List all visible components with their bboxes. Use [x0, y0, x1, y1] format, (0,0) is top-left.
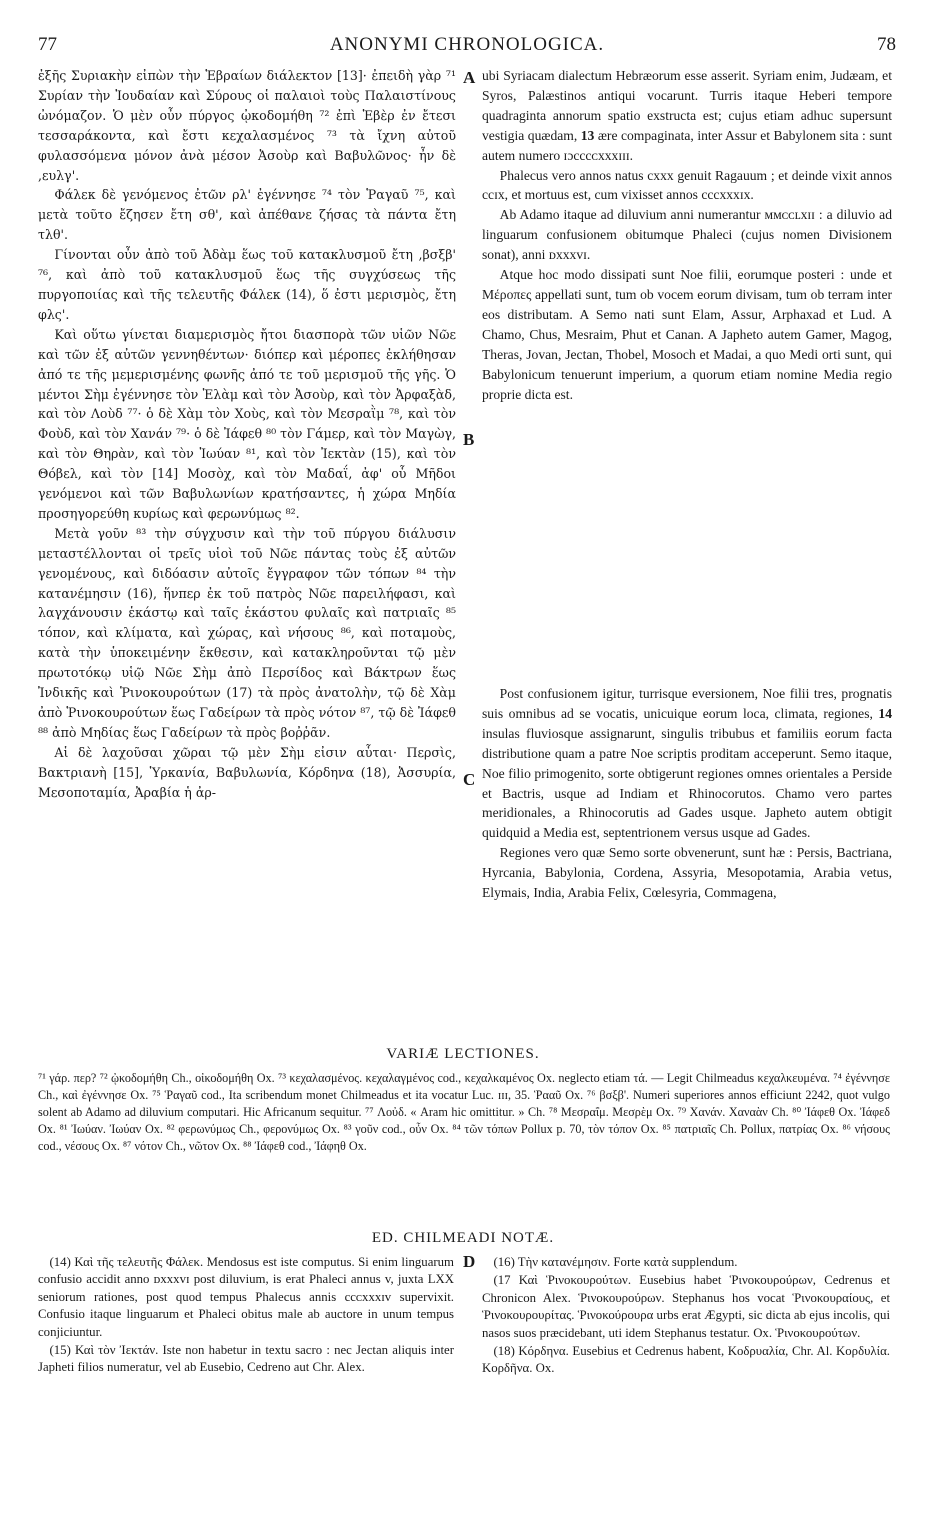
latin-paragraph: Ab Adamo itaque ad diluvium anni numerantur ᴍᴍᴄᴄʟxɪɪ : a diluvio ad linguarum confusionem obitumque Phaleci (cujus nomen Divisionem sonat), anni ᴅxxxvɪ.	[482, 207, 892, 263]
greek-paragraph: Μετὰ γοῦν ⁸³ τὴν σύγχυσιν καὶ τὴν τοῦ πύργου διάλυσιν μεταστέλλονται οἱ τρεῖς υἱοὶ τοῦ Νῶε πάντας τοὺς ἐξ αὐτῶν γενομένους, καὶ διδόασιν αὐτοῖς ἔγγραφον τῶν τόπων ⁸⁴ τὴν κατανέμησιν (16), ἥνπερ ἐκ τοῦ πατρὸς Νῶε παρειλήφασι, καὶ λαγχάνουσιν ἑκάστῳ καὶ ταῖς ἑκάστου φυλαῖς καὶ πατριαῖς ⁸⁵ τόπον, καὶ κλίματα, καὶ χώρας, καὶ νήσους ⁸⁶, καὶ ποταμοὺς, κατὰ τὴν ὑποκειμένην ἔκθεσιν, καὶ κατακληροῦνται τῷ μὲν πρωτοτόκῳ υἱῷ Νῶε Σὴμ ἀπὸ Περσίδος καὶ Βάκτρων ἕως Ἰνδικῆς καὶ Ῥινοκουρούτων (17) τὰ πρὸς ἀνατολὴν, τῷ δὲ Χὰμ ἀπὸ Ῥινοκουρούτων ἕως Γαδείρων τὰ πρὸς νότον ⁸⁷, τῷ δὲ Ἰάφεθ ⁸⁸ ἀπὸ Μηδίας ἕως Γαδείρων τὰ πρὸς βοῤῥᾶν.	[38, 525, 456, 740]
latin-paragraph: Post confusionem igitur, turrisque eversionem, Noe filii tres, prognatis suis omnibus ad se vocatis, unicuique eorum loca, climata, regiones, 14 insulas fluviosque assignarunt, singulis tribubus et familiis eorum facta distributione quam a patre Noe scriptis proditam acceperunt. Semo itaque, Noe filio primogenito, sorte obtigerunt regiones omnes orientales a Perside et Bactris, usque ad Indiam et Rhinocorutos. Chamo vero partes meridionales, a Rhinocorutis ad Gades usque. Japheto autem obtigit quidquid a Media est, septentrionem versus usque ad Gades.	[482, 686, 892, 841]
greek-paragraph: Αἱ δὲ λαχοῦσαι χῶραι τῷ μὲν Σὴμ εἰσιν αὗται· Περσὶς, Βακτριανὴ [15], Ὑρκανία, Βαβυλωνία, Κόρδηνα (18), Ἀσσυρία, Μεσοποταμία, Ἀραβία ἡ ἀρ-	[38, 744, 456, 800]
margin-letter-a: A	[463, 68, 476, 87]
latin-paragraph: ubi Syriacam dialectum Hebræorum esse asserit. Syriam enim, Judæam, et Syros, Palæstinos antiqui vocarunt. Turris itaque Heberi tempore quadraginta annorum spatio exstructa est; cujus etiam adhuc supersunt vestigia quædam, 13 ære compaginata, inter Assur et Babylonem sita : sunt autem numero ɪɔcccᴄxxxɪɪɪ.	[482, 68, 892, 163]
greek-paragraph: Γίνονται οὖν ἀπὸ τοῦ Ἀδὰμ ἕως τοῦ κατακλυσμοῦ ἔτη ,βσξβ' ⁷⁶, καὶ ἀπὸ τοῦ κατακλυσμοῦ ἕως τῆς συγχύσεως τῆς πυργοποιίας καὶ τῆς τελευτῆς Φάλεκ (14), ὅ ἐστι μερισμὸς, ἔτη φλς'.	[38, 247, 456, 322]
margin-letter-c: C	[463, 770, 476, 789]
note-entry: (18) Κόρδηνα. Eusebius et Cedrenus habent, Κοδρυαλία, Chr. Al. Κορδυλία. Κορδῆνα. Ox.	[482, 1344, 890, 1376]
latin-paragraph: Phalecus vero annos natus cxxx genuit Ragauum ; et deinde vixit annos ccɪx, et mortuus est, cum vixisset annos cccxxxɪx.	[482, 167, 892, 203]
latin-text-column-bottom	[482, 684, 892, 903]
greek-paragraph: Φάλεκ δὲ γενόμενος ἐτῶν ρλ' ἐγέννησε ⁷⁴ τὸν Ῥαγαῦ ⁷⁵, καὶ μετὰ τοῦτο ἔζησεν ἔτη σθ', καὶ ἀπέθανε ζήσας τὰ πάντα ἔτη τλθ'.	[38, 187, 456, 243]
notes-heading: ED. CHILMEADI NOTÆ.	[371, 1230, 555, 1246]
note-entry: (15) Καὶ τὸν Ἰεκτάν. Iste non habetur in textu sacro : nec Jectan aliquis inter Japheti filios numeratur, vel ab Eusebio, Cedreno aut Chr. Alex.	[38, 1343, 454, 1375]
greek-text-column	[38, 66, 456, 803]
margin-letter-d: D	[463, 1252, 476, 1271]
running-head	[38, 34, 896, 56]
greek-paragraph: ἐξῆς Συριακὴν εἰπὼν τὴν Ἑβραίων διάλεκτον [13]· ἐπειδὴ γὰρ ⁷¹ Συρίαν τὴν Ἰουδαίαν καὶ Σύρους οἱ παλαιοὶ τοὺς Παλαιστίνους ὠνόμαζον. Ὁ μὲν οὖν πύργος ᾠκοδομήθη ⁷² ἐπὶ Ἑβὲρ ἐν ἔτεσι τεσσαράκοντα, καὶ ἔστι κεχαλασμένος ⁷³ τὰ ἴχνη αὐτοῦ φυλασσόμενα μόνον ἀνὰ μέσον Ἀσοὺρ καὶ Βαβυλῶνος· ἦν δὲ ,ευλγ'.	[38, 68, 456, 183]
note-entry: (14) Καὶ τῆς τελευτῆς Φάλεκ. Mendosus est iste computus. Si enim linguarum confusio accidit anno ᴅxxxvɪ post diluvium, is erat Phaleci annus v, juxta LXX seniorum rationes, post quod tempus Phalecus annis ccᴄxxxɪv supervixit. Confusio itaque linguarum et Phaleci obitus male ab auctore in unum tempus conjiciuntur.	[38, 1255, 454, 1339]
page-number-right: 78	[877, 34, 896, 55]
latin-paragraph: Regiones vero quæ Semo sorte obvenerunt, sunt hæ : Persis, Bactriana, Hyrcania, Babylonia, Cordena, Assyria, Mesopotamia, Arabia vetus, Elymais, India, Arabia Felix, Cœlesyria, Commagena,	[482, 845, 892, 901]
page-number-left: 77	[38, 34, 57, 55]
notes-left-column	[38, 1254, 454, 1378]
latin-text-column-top	[482, 66, 892, 404]
variae-lectiones-heading: VARIÆ LECTIONES.	[386, 1046, 540, 1062]
page-title: ANONYMI CHRONOLOGICA.	[329, 34, 605, 55]
column-marker-13: 13	[580, 127, 595, 143]
variae-lectiones-text: ⁷¹ γάρ. περ? ⁷² ᾠκοδομήθη Ch., οἰκοδομήθη Ox. ⁷³ κεχαλασμένος. κεχαλαγμένος cod., κεχαλκαμένος Ox. neglecto etiam τά. — Legit Chilmeadus κεχαλκευμένα. ⁷⁴ ἐγέννησε Ch., καὶ ἐγέννησε Ox. ⁷⁵ Ῥαγαῦ cod., Ita scribendum monet Chilmeadus et ita vocatur Luc. ɪɪɪ, 35. Ῥααῦ Ox. ⁷⁶ βσξβ'. Numeri superiores annos efficiunt 2242, quot vulgo solent ab Adamo ad diluvium computari. Hic Africanum sequitur. ⁷⁷ Λοὐδ. « Aram hic omittitur. » Ch. ⁷⁸ Μεσραΐμ. Μεσρὲμ Ox. ⁷⁹ Χανάν. Χαναὰν Ch. ⁸⁰ Ἰάφεθ Ox. Ἰάφεδ Ox. ⁸¹ Ἰωύαν. Ἰωύαν Ox. ⁸² φερωνύμως Ch., φερονύμως Ox. ⁸³ γοῦν cod., οὖν Ox. ⁸⁴ τῶν τόπων Pollux p. 70, τὸν τόπον Ox. ⁸⁵ πατριαῖς Ch. Pollux, πατρίας Ox. ⁸⁶ νήσους cod., νέσους Ox. ⁸⁷ νότον Ch., νῶτον Ox. ⁸⁸ Ἰάφεθ cod., Ἰάφηθ Ox.	[38, 1071, 890, 1153]
note-entry: (16) Τὴν κατανέμησιν. Forte κατὰ supplendum.	[493, 1255, 738, 1269]
margin-letter-b: B	[463, 430, 475, 449]
greek-paragraph: Καὶ οὕτω γίνεται διαμερισμὸς ἤτοι διασπορὰ τῶν υἱῶν Νῶε καὶ τῶν ἐξ αὐτῶν γεννηθέντων· διόπερ καὶ μέροπες ἐκλήθησαν ἀπό τε τῆς μεμερισμένης φωνῆς ἀπό τε τοῦ μερισμοῦ τῆς γῆς. Ὁ μέντοι Σὴμ ἐγέννησε τὸν Ἐλὰμ καὶ τὸν Ἀσοὺρ, καὶ τὸν Ἀρφαξὰδ, καὶ τὸν Λοὺδ ⁷⁷· ὁ δὲ Χὰμ τὸν Χοὺς, καὶ τὸν Μεσραῒμ ⁷⁸, καὶ τὸν Φοὺδ, καὶ τὸν Χανάν ⁷⁹· ὁ δὲ Ἰάφεθ ⁸⁰ τὸν Γάμερ, καὶ τὸν Μαγὼγ, καὶ τὸν Θηρὰν, καὶ τὸν Ἰωύαν ⁸¹, καὶ τὸν Ἰεκτὰν (15), καὶ τὸν Θόβελ, καὶ τὸν [14] Μοσὸχ, καὶ τὸν Μαδαΐ, ἀφ' οὗ Μῆδοι γενόμενοι καὶ τῶν Βαβυλωνίων κρατήσαντες, ἡ χώρα Μηδία προσηγορεύθη κυρίως καὶ φερωνύμως ⁸².	[38, 326, 456, 521]
latin-paragraph: Atque hoc modo dissipati sunt Noe filii, eorumque posteri : unde et Μέροπες appellati sunt, tum ob vocem eorum divisam, tum ob terram inter eos distributam. A Semo nati sunt Elam, Assur, Arphaxad et Lud. A Chamo, Chus, Mesraim, Phut et Canan. A Japheto autem Gamer, Magog, Theras, Jovan, Jectan, Thobel, Mosoch et Madai, a quo Medi orti sunt, qui Babylonicum tenuerunt imperium, a quorum etiam nomine Media regio proprie dicta est.	[482, 267, 892, 402]
notes-right-column	[482, 1254, 890, 1379]
column-marker-14: 14	[878, 705, 892, 721]
note-entry: (17 Καὶ Ῥινοκουρούτων. Eusebius habet Ῥινοκουρούρων, Cedrenus et Chronicon Alex. Ῥινοκουρούρων. Stephanus hos vocat Ῥινοκουραίους, et Ῥινοκουρουρίτας. Ῥινοκούρουρα urbs erat Ægypti, sic dicta ab ejus incolis, qui nasos suos præcidebant, uti idem Stephanus testatur. Ox. Ῥινοκουρούτων.	[482, 1273, 890, 1340]
